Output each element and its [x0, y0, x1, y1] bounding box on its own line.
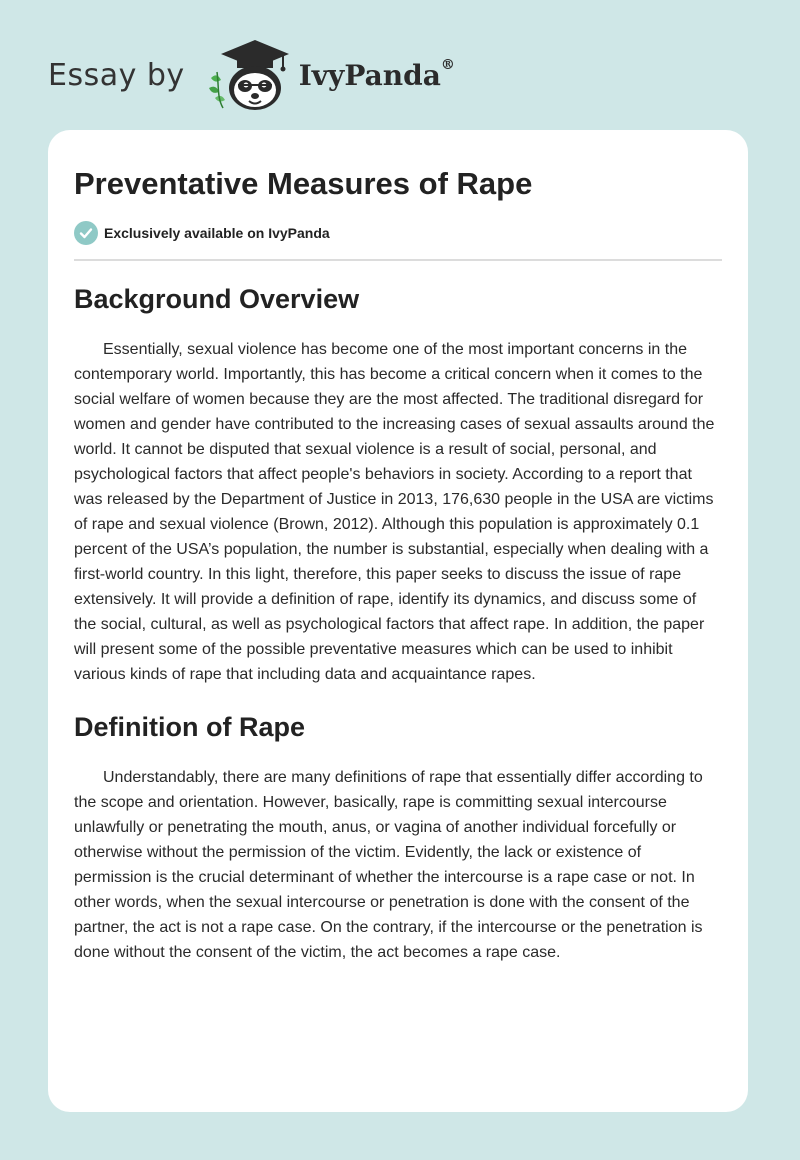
panda-graduate-icon[interactable]: [203, 38, 295, 112]
section-heading-background: Background Overview: [74, 284, 360, 314]
essay-card: [48, 130, 748, 1112]
site-header: [48, 38, 455, 112]
check-icon: [74, 221, 98, 245]
exclusive-badge-text: Exclusively available on IvyPanda: [104, 225, 330, 241]
exclusive-badge: [74, 221, 722, 261]
section-heading-definition: Definition of Rape: [74, 712, 305, 742]
brand-text: IvyPanda: [298, 58, 441, 92]
section-paragraph-definition: Understandably, there are many definitions of rape that essentially differ according to the scope and orientation. However, basically, rape is committing sexual intercourse unlawfully or penetrating the mouth, anus, or vagina of another individual forcefully or otherwise without the permission of the victim. Evidently, the lack or existence of permission is the crucial determinant of whether the intercourse is a rape case or not. In other words, when the sexual intercourse or penetration is done with the consent of the partner, the act is not a rape case. On the contrary, if the intercourse or the penetration is done without the consent of the victim, the act becomes a rape case.: [74, 769, 703, 961]
brand-name[interactable]: [298, 56, 455, 92]
page-title: Preventative Measures of Rape: [74, 166, 533, 201]
essay-by-label: Essay by: [48, 57, 185, 93]
registered-mark: ®: [440, 56, 455, 73]
section-paragraph-background: Essentially, sexual violence has become one of the most important concerns in the contemporary world. Importantly, this has become a critical concern when it comes to the social welfare of women because they are the most affected. The traditional disregard for women and gender have contributed to the increasing cases of sexual assaults around the world. It cannot be disputed that sexual violence is a result of social, personal, and psychological factors that affect people's behaviors in society. According to a report that was released by the Department of Justice in 2013, 176,630 people in the USA are victims of rape and sexual violence (Brown, 2012). Although this population is approximately 0.1 percent of the USA’s population, the number is substantial, especially when dealing with a first-world country. In this light, therefore, this paper seeks to discuss the issue of rape extensively. It will provide a definition of rape, identify its dynamics, and discuss some of the social, cultural, as well as psychological factors that affect rape. In addition, the paper will present some of the possible preventative measures which can be used to inhibit various kinds of rape that including data and acquaintance rapes.: [74, 341, 715, 683]
